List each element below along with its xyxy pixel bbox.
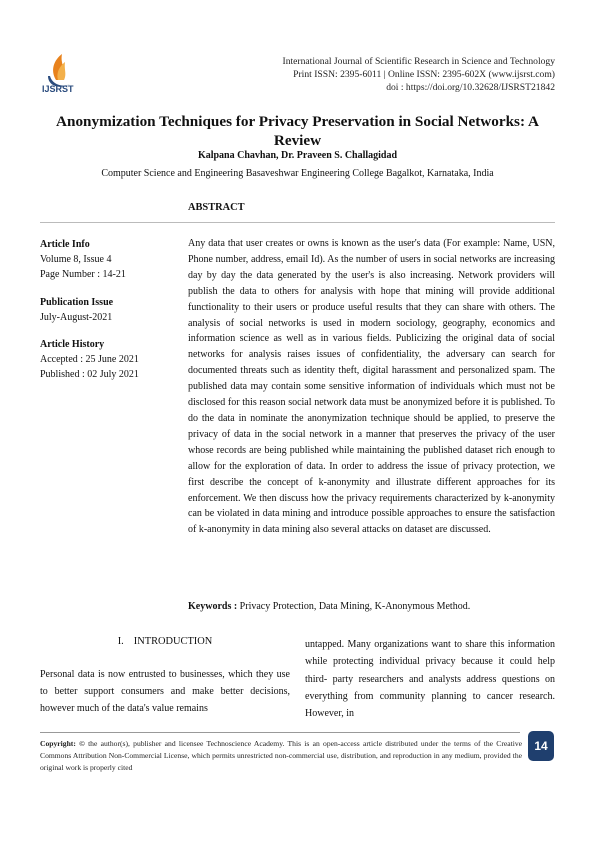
keywords-text: Privacy Protection, Data Mining, K-Anonymous Method. [239, 601, 471, 612]
published-date: Published : 02 July 2021 [40, 369, 139, 381]
abstract-body: Any data that user creates or owns is known as the user's data (For example: Name, USN, Phone number, address, email Id). As the number of users in social networks are increasing day by day the data generated by the user's is also increasing. Network providers will publish the data to others for analysis with hope that mining will provide additional functionality to their users or produce useful results that they can share with others. The analysis of social networks is used in modern sociology, geography, economics and information science as well as in various fields. Publicizing the original data of social networks for analysis raises issues of confidentiality, the adversary can search for documented threats such as identity theft, digital harassment and personalized spam. The published data may contain some sensitive information of individuals which must not be disclosed for this reason social network data must be anonymized before it is published. To do the data in nominate the anonymization technique should be applied, to preserve the privacy of data in the social network in a manner that preserves the privacy of the user whose records are being published while maintaining the published dataset rich enough to allow for the exploration of data. In order to address the issue of privacy protection, we first describe the concept of k-anonymity and illustrate different approaches for its enforcement. We then discuss how the privacy requirements characterized by k-anonymity can be violated in data mining and introduce possible approaches to ensure the satisfaction of k-anonymity in data mining also several attacks on dataset are discussed. [188, 238, 555, 536]
paper-authors: Kalpana Chavhan, Dr. Praveen S. Challagidad [197, 150, 398, 161]
publication-issue-heading: Publication Issue [40, 296, 114, 308]
section-title: INTRODUCTION [133, 636, 213, 647]
publication-issue: July-August-2021 [40, 311, 113, 323]
journal-issn: Print ISSN: 2395-6011 | Online ISSN: 2395-602X (www.ijsrst.com) [293, 69, 555, 80]
header-divider [40, 222, 555, 223]
introduction-left-column: Personal data is now entrusted to businesses, which they use to better support consumers and make better decisions, however much of the data's value remains [40, 669, 290, 714]
article-volume: Volume 8, Issue 4 [40, 254, 112, 266]
article-info-heading: Article Info [40, 239, 90, 250]
keywords [188, 601, 555, 612]
article-info-sidebar [40, 237, 180, 383]
section-number: I. [117, 636, 124, 647]
keywords-label: Keywords : [188, 601, 238, 612]
page-number-badge: 14 [528, 731, 554, 761]
journal-logo [40, 50, 100, 98]
journal-doi[interactable]: doi : https://doi.org/10.32628/IJSRST21842 [386, 82, 555, 93]
paper-affiliation: Computer Science and Engineering Basaveshwar Engineering College Bagalkot, Karnataka, India [101, 168, 494, 179]
footer-divider [40, 732, 520, 733]
journal-name: International Journal of Scientific Research in Science and Technology [282, 56, 555, 67]
introduction-heading [40, 636, 290, 647]
article-pages: Page Number : 14-21 [40, 269, 126, 281]
paper-title: Anonymization Techniques for Privacy Preservation in Social Networks: A Review [56, 113, 539, 149]
accepted-date: Accepted : 25 June 2021 [40, 354, 139, 366]
abstract-heading: ABSTRACT [188, 202, 245, 213]
copyright-label: Copyright: © [40, 739, 85, 748]
copyright-footer [40, 738, 522, 774]
article-history-heading: Article History [40, 339, 105, 351]
copyright-text: the author(s), publisher and licensee Technoscience Academy. This is an open-access article distributed under the terms of the Creative Commons Attribution Non-Commercial License, which permits unrestricted non-commercial use, distribution, and reproduction in any medium, provided the original work is properly cited [40, 739, 522, 772]
logo-text: IJSRST [42, 84, 74, 94]
journal-header [225, 55, 555, 94]
introduction-right-column: untapped. Many organizations want to share this information while protecting individual privacy because it could help third- party researchers and analysts address questions on everything from community planning to cancer research. However, in [305, 639, 555, 720]
